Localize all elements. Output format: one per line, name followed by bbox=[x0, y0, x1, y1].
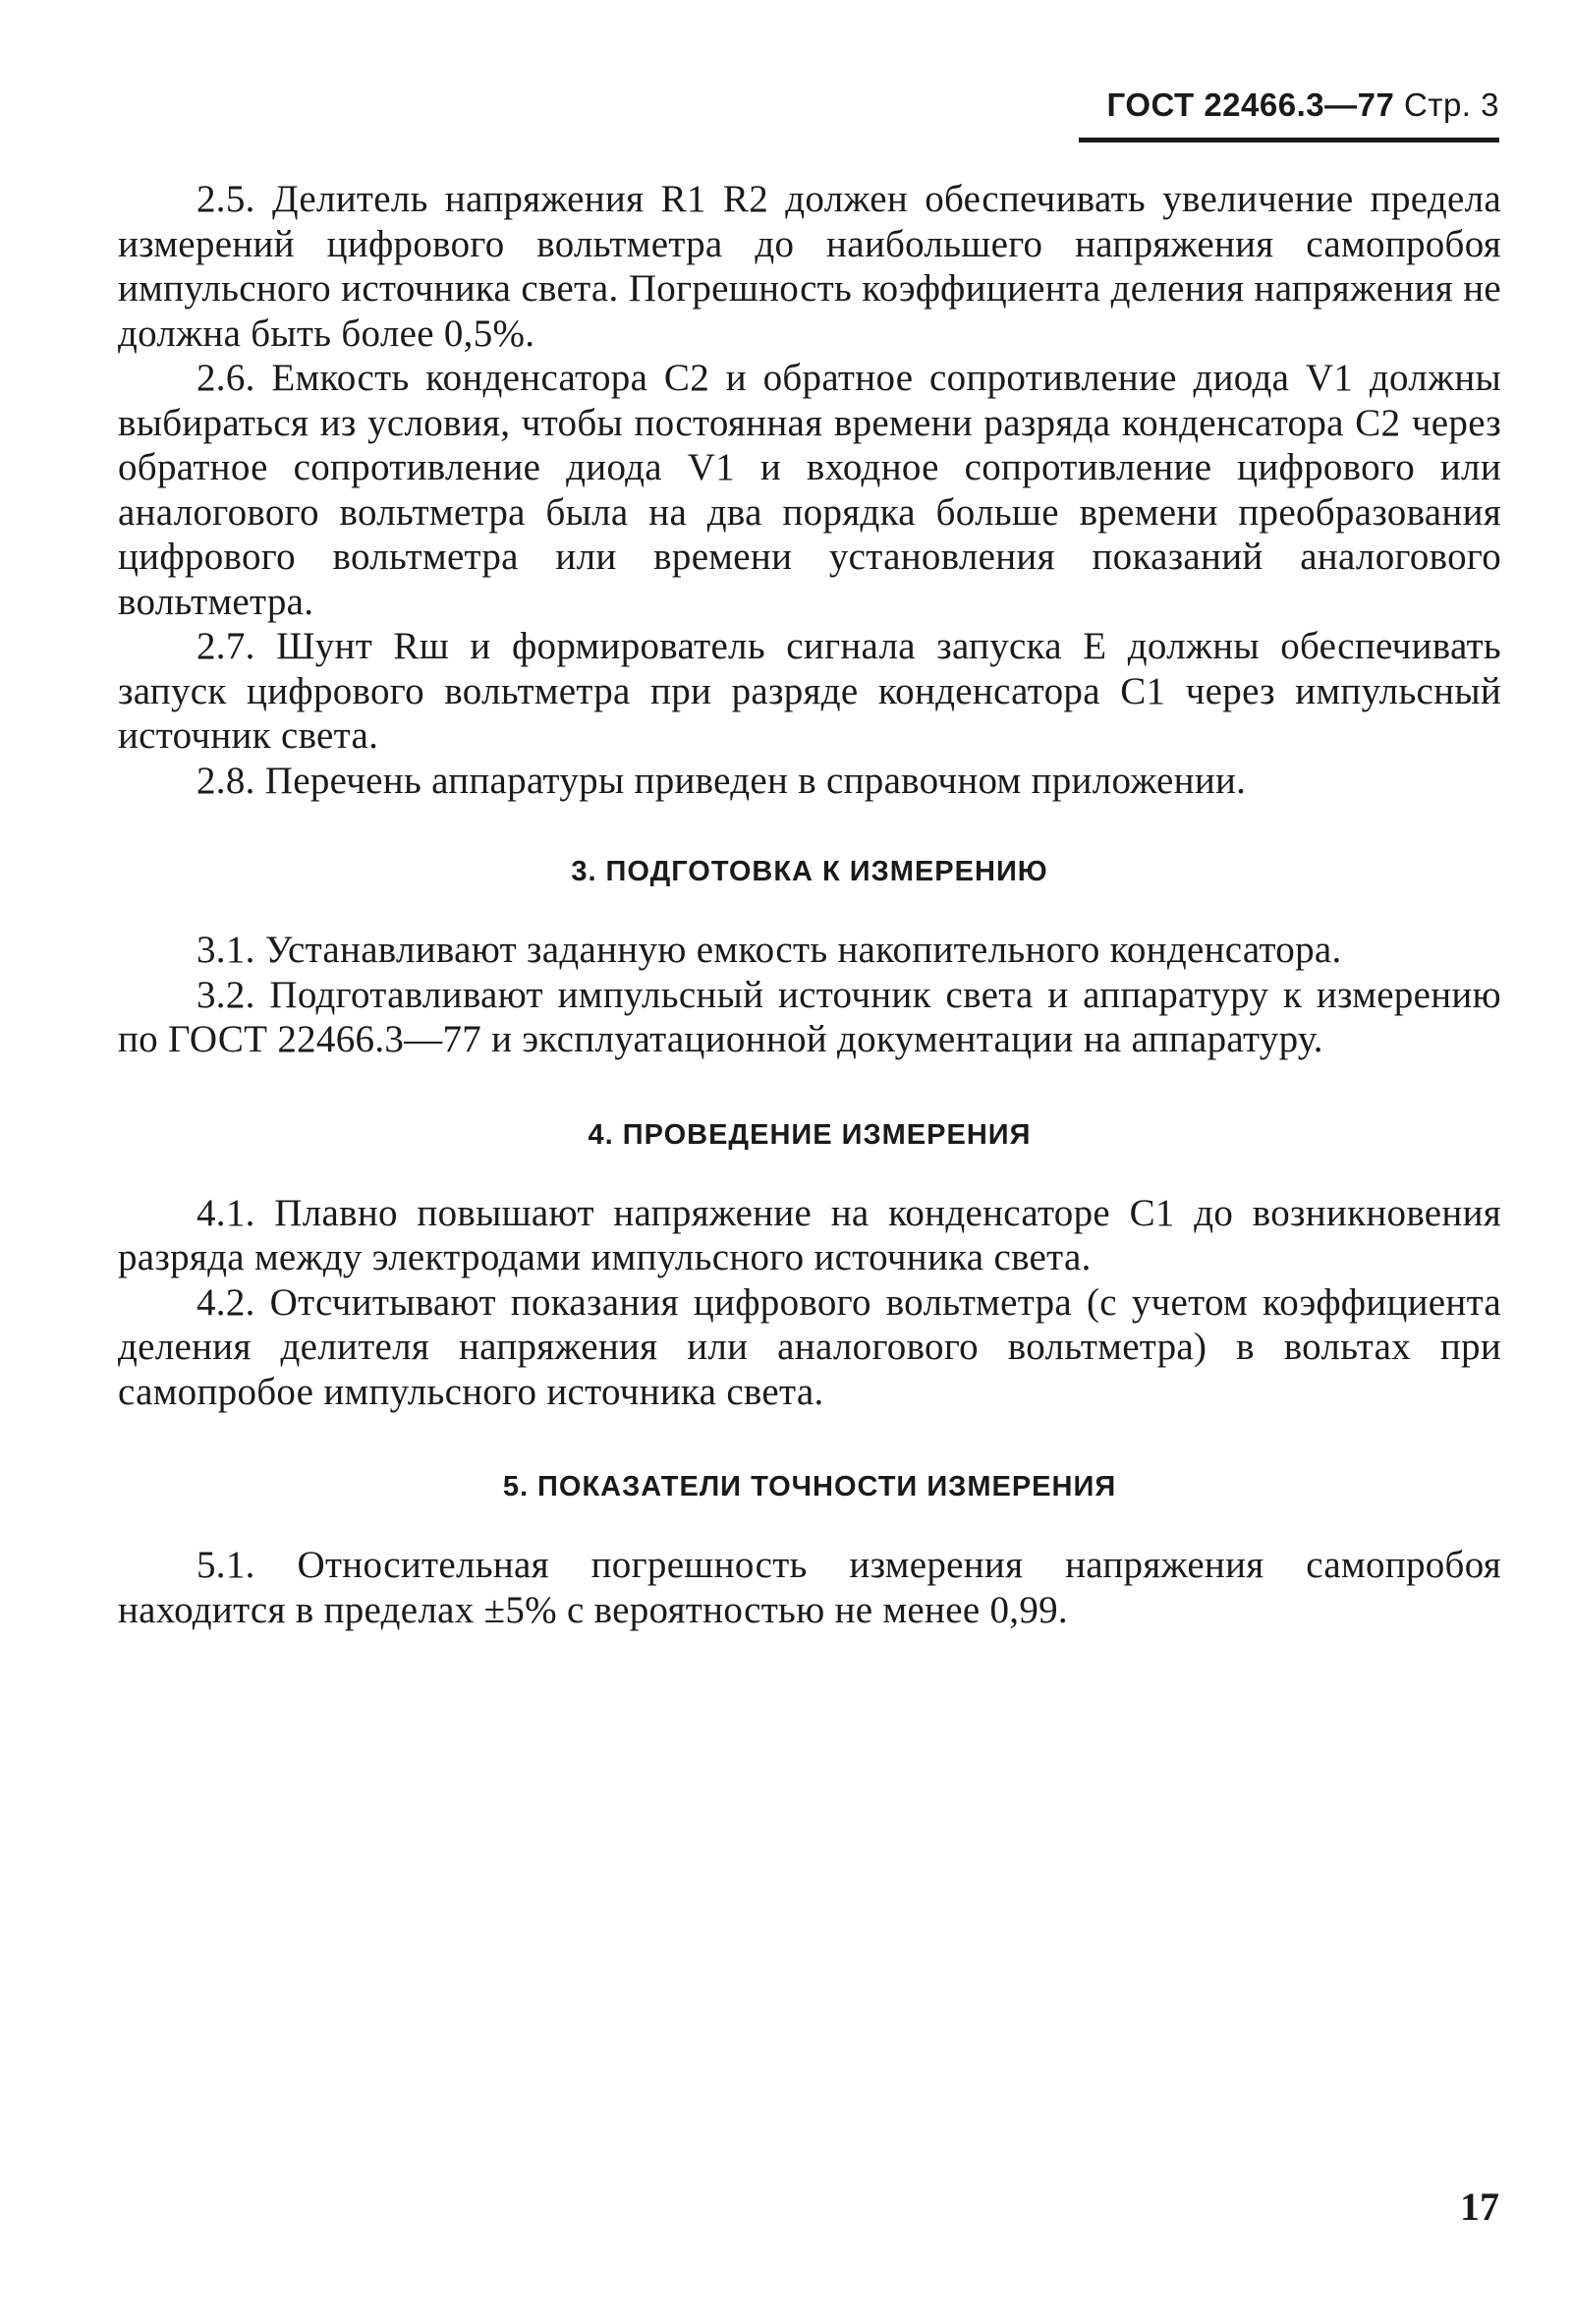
paragraph-4-2: 4.2. Отсчитывают показания цифрового вольтметра (с учетом коэффициента деления делителя напряжения или аналогового вольтметра) в вольтах при самопробое импульсного источника света. bbox=[118, 1280, 1501, 1413]
paragraph-3-1: 3.1. Устанавливают заданную емкость накопительного конденсатора. bbox=[196, 929, 1342, 971]
paragraph-5-1: 5.1. Относительная погрешность измерения напряжения самопробоя находится в пределах ±5% с вероятностью не менее 0,99. bbox=[118, 1544, 1501, 1631]
paragraph-2-7: 2.7. Шунт Rш и формирователь сигнала запуска E должны обеспечивать запуск цифрового вольтметра при разряде конденсатора C1 через импульсный источник света. bbox=[118, 625, 1501, 757]
section-5-title: 5. ПОКАЗАТЕЛИ ТОЧНОСТИ ИЗМЕРЕНИЯ bbox=[502, 1471, 1117, 1502]
paragraph-2-6: 2.6. Емкость конденсатора C2 и обратное сопротивление диода V1 должны выбираться из условия, чтобы постоянная времени разряда конденсатора C2 через обратное сопротивление диода V1 и входное сопротивление цифрового или аналогового вольтметра была на два порядка больше времени преобразования цифрового вольтметра или времени установления показаний аналогового вольтметра. bbox=[118, 357, 1501, 623]
section-4-title: 4. ПРОВЕДЕНИЕ ИЗМЕРЕНИЯ bbox=[588, 1118, 1032, 1151]
header-doc-code: ГОСТ 22466.3—77 bbox=[1106, 86, 1395, 123]
paragraph-2-5: 2.5. Делитель напряжения R1 R2 должен обеспечивать увеличение предела измерений цифрового вольтметра до наибольшего напряжения самопробоя импульсного источника света. Погрешность коэффициента деления напряжения не должна быть более 0,5%. bbox=[118, 178, 1501, 355]
paragraph-3-2: 3.2. Подготавливают импульсный источник света и аппаратуру к измерению по ГОСТ 22466.3—77 и эксплуатационной документации на аппаратуру. bbox=[118, 973, 1501, 1060]
page-number: 17 bbox=[1460, 2184, 1499, 2229]
paragraph-4-1: 4.1. Плавно повышают напряжение на конденсаторе C1 до возникновения разряда между электродами импульсного источника света. bbox=[118, 1191, 1501, 1278]
paragraph-2-8: 2.8. Перечень аппаратуры приведен в справочном приложении. bbox=[196, 759, 1247, 802]
header-page-label: Стр. 3 bbox=[1404, 86, 1499, 123]
section-3-title: 3. ПОДГОТОВКА К ИЗМЕРЕНИЮ bbox=[571, 856, 1048, 887]
document-body bbox=[118, 177, 1501, 1632]
page-header bbox=[1073, 86, 1499, 124]
header-rule bbox=[1079, 138, 1499, 142]
